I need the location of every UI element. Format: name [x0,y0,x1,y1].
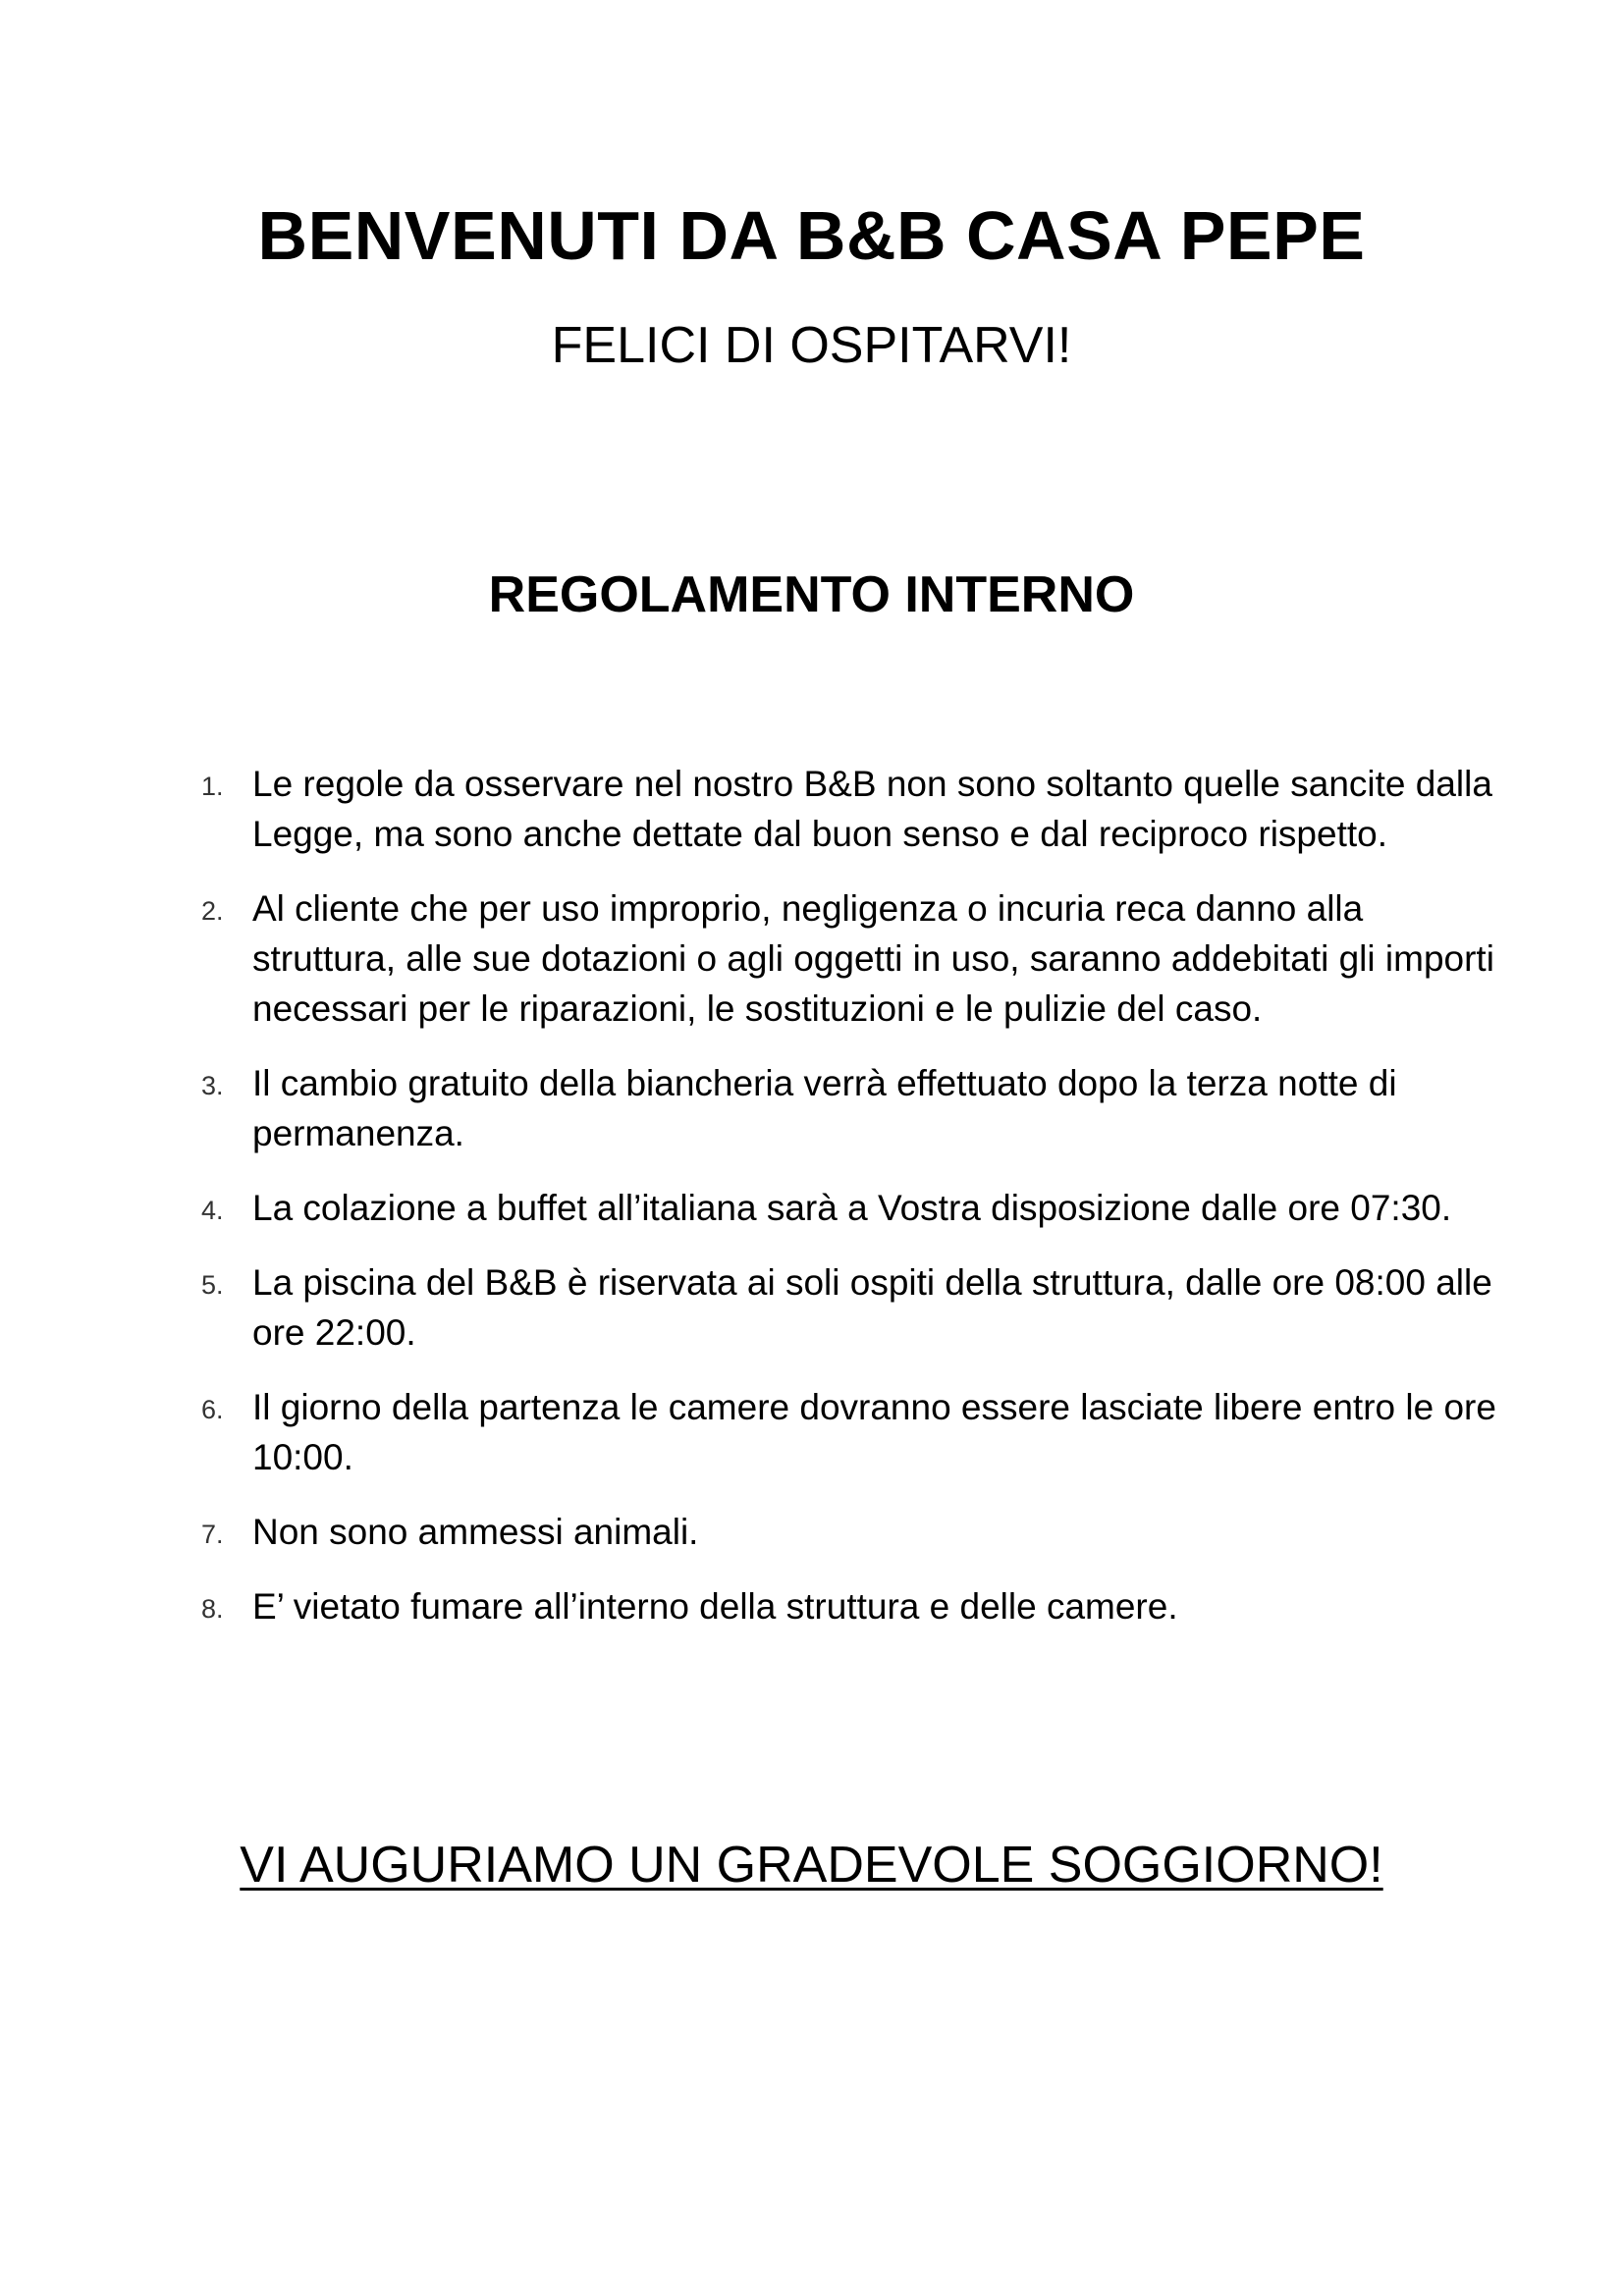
list-item [191,883,1497,1034]
list-item-number: 5. [201,1270,224,1300]
list-item [191,1257,1497,1358]
list-item-text: Al cliente che per uso improprio, negligenza o incuria reca danno alla struttura, alle sue dotazioni o agli oggetti in uso, saranno addebitati gli importi necessari per le riparazioni, le sostituzioni e le pulizie del caso. [252,888,1494,1029]
list-item [191,1581,1497,1631]
list-item [191,1382,1497,1482]
rules-list [191,759,1497,1656]
list-item-number: 7. [201,1520,224,1549]
list-item-number: 8. [201,1594,224,1624]
list-item-text: Il cambio gratuito della biancheria verrà effettuato dopo la terza notte di permanenza. [252,1063,1397,1153]
list-item-number: 1. [201,772,224,801]
list-item-number: 6. [201,1395,224,1424]
page-subtitle: FELICI DI OSPITARVI! [551,317,1072,374]
list-item-text: La piscina del B&B è riservata ai soli ospiti della struttura, dalle ore 08:00 alle ore 22:00. [252,1262,1492,1353]
list-item-text: E’ vietato fumare all’interno della struttura e delle camere. [252,1586,1178,1627]
list-item [191,759,1497,859]
list-item [191,1507,1497,1557]
page-title: BENVENUTI DA B&B CASA PEPE [257,197,1366,274]
list-item-number: 2. [201,896,224,926]
list-item-number: 3. [201,1071,224,1100]
list-item-number: 4. [201,1196,224,1225]
closing-message-text: VI AUGURIAMO UN GRADEVOLE SOGGIORNO! [240,1837,1383,1894]
list-item-text: La colazione a buffet all’italiana sarà a Vostra disposizione dalle ore 07:30. [252,1188,1452,1228]
list-item-text: Non sono ammessi animali. [252,1512,699,1552]
closing-message [0,1834,1623,1896]
list-item [191,1058,1497,1158]
section-heading: REGOLAMENTO INTERNO [488,566,1135,623]
list-item [191,1183,1497,1233]
list-item-text: Il giorno della partenza le camere dovranno essere lasciate libere entro le ore 10:00. [252,1387,1496,1477]
list-item-text: Le regole da osservare nel nostro B&B non sono soltanto quelle sancite dalla Legge, ma sono anche dettate dal buon senso e dal reciproco rispetto. [252,764,1492,854]
